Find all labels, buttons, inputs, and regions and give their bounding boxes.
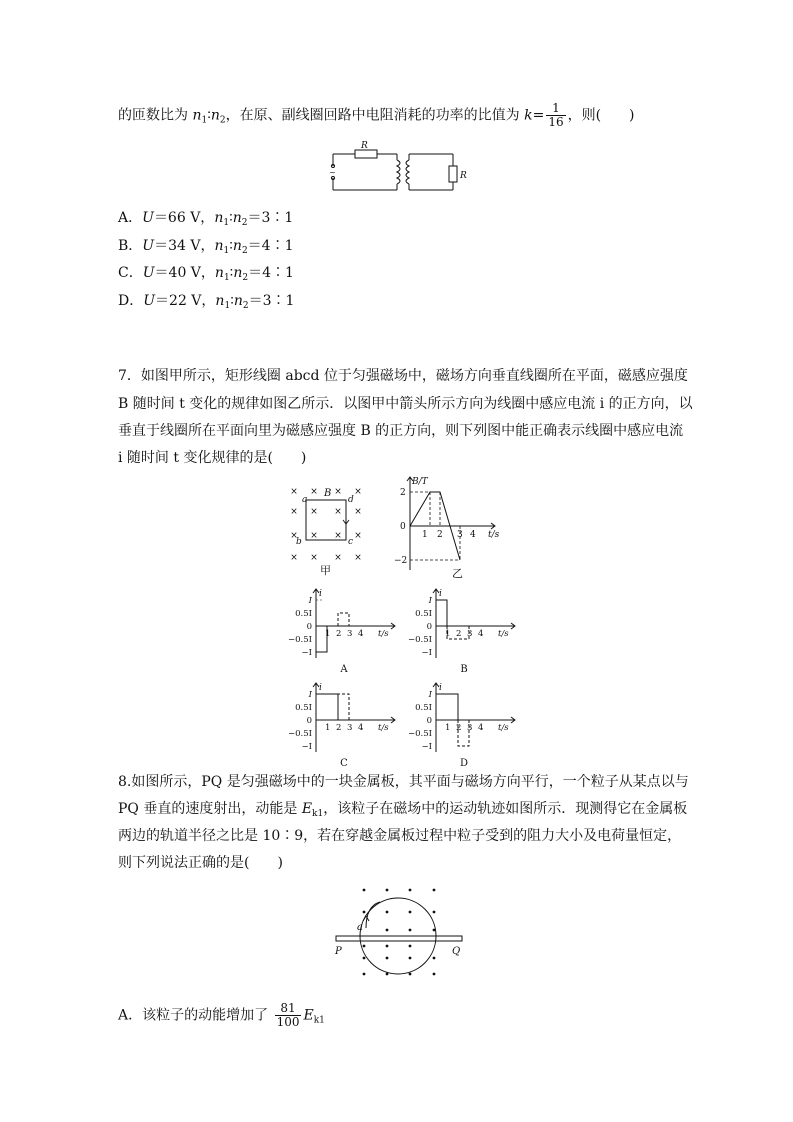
svg-text:3: 3 — [347, 629, 353, 639]
field-dot — [386, 889, 389, 892]
q8-option-a[interactable]: A．该粒子的动能增加了 $\frac{81}{100}$ $E_{k1}$ — [118, 1001, 325, 1029]
svg-text:A: A — [340, 664, 348, 675]
field-cross-mark: × — [310, 553, 318, 563]
field-dot — [409, 889, 412, 892]
svg-text:t/s: t/s — [498, 723, 509, 733]
q7-stem-line2: B 随时间 t 变化的规律如图乙所示．以图甲中箭头所示方向为线圈中感应电流 i 的正方向，以 — [118, 396, 693, 412]
bt-t4: 4 — [470, 530, 476, 540]
svg-text:−0.5I: −0.5I — [408, 729, 432, 739]
field-dot — [409, 957, 412, 960]
bt-y-top: 2 — [400, 488, 406, 498]
i-t-graph-C — [288, 683, 395, 769]
field-dot — [363, 889, 366, 892]
svg-text:−I: −I — [421, 648, 432, 658]
coil-corner-d: d — [348, 495, 354, 505]
svg-text:0: 0 — [306, 716, 312, 726]
field-cross-mark: × — [290, 553, 298, 563]
field-cross-mark: × — [334, 507, 342, 517]
svg-text:3: 3 — [467, 723, 473, 733]
field-dot — [386, 911, 389, 914]
ac-source-symbol: ~ — [329, 168, 336, 177]
field-cross-mark: × — [354, 507, 362, 517]
field-cross-mark: × — [354, 531, 362, 541]
q7-stem-line4: i 随时间 t 变化规律的是( ) — [118, 450, 307, 466]
svg-text:I: I — [428, 596, 432, 606]
field-cross-mark: × — [310, 531, 318, 541]
field-dot — [409, 911, 412, 914]
svg-text:t/s: t/s — [378, 723, 389, 733]
q7-figure-jia — [284, 478, 368, 578]
svg-text:1: 1 — [325, 629, 331, 639]
circuit-r-top-label: R — [361, 141, 368, 151]
bt-t1: 1 — [422, 530, 428, 540]
plate-p-label: P — [335, 946, 342, 957]
q6-stem: 的匝数比为 $n_1∶n_2$，在原、副线圈回路中电阻消耗的功率的比值为 k= $\frac{1}{16}$ ，则( ) — [118, 101, 635, 129]
field-cross-mark: × — [334, 531, 342, 541]
field-cross-mark: × — [354, 553, 362, 563]
svg-text:0.5I: 0.5I — [415, 703, 432, 713]
q7-stem-line1: 7．如图甲所示，矩形线圈 abcd 位于匀强磁场中，磁场方向垂直线圈所在平面，磁感应强度 — [118, 368, 688, 384]
svg-text:i: i — [319, 589, 322, 599]
field-cross-mark: × — [290, 531, 298, 541]
field-dot — [433, 889, 436, 892]
field-dot — [363, 945, 366, 948]
svg-text:0.5I: 0.5I — [295, 703, 312, 713]
svg-text:2: 2 — [336, 629, 342, 639]
svg-text:4: 4 — [358, 723, 364, 733]
q8-figure-metal-plate — [332, 882, 466, 978]
svg-text:−0.5I: −0.5I — [288, 635, 312, 645]
svg-text:I: I — [308, 690, 312, 700]
i-t-graph-A — [288, 589, 395, 675]
svg-text:4: 4 — [358, 629, 364, 639]
field-cross-mark: × — [310, 507, 318, 517]
svg-text:1: 1 — [445, 629, 451, 639]
field-dot — [363, 973, 366, 976]
svg-text:−0.5I: −0.5I — [288, 729, 312, 739]
q6-transformer-circuit — [325, 140, 475, 196]
q7-stem-line3: 垂直于线圈所在平面向里为磁感应强度 B 的正方向，则下列图中能正确表示线圈中感应电流 — [118, 423, 684, 439]
field-dot — [409, 973, 412, 976]
q8-stem-line1: 8.如图所示，PQ 是匀强磁场中的一块金属板，其平面与磁场方向平行，一个粒子从某点以与 — [118, 774, 689, 790]
q8-stem-line2: PQ 垂直的速度射出，动能是 $E_{k1}$，该粒子在磁场中的运动轨迹如图所示．现测得它在金属板 — [118, 801, 688, 819]
svg-text:1: 1 — [325, 723, 331, 733]
field-b-label: B — [324, 488, 332, 499]
field-cross-mark: × — [334, 553, 342, 563]
coil-corner-a: a — [302, 495, 308, 505]
svg-text:2: 2 — [456, 723, 462, 733]
svg-text:i: i — [319, 683, 322, 693]
svg-text:−0.5I: −0.5I — [408, 635, 432, 645]
svg-text:0: 0 — [306, 622, 312, 632]
q8-stem-line4: 则下列说法正确的是( ) — [118, 855, 283, 871]
q6-option-b[interactable]: B．U＝34 V，$n_1∶n_2=4∶1$ — [118, 238, 294, 256]
i-t-graph-B — [408, 589, 515, 675]
bt-t2: 2 — [437, 530, 443, 540]
figure-jia-caption: 甲 — [320, 564, 331, 577]
svg-text:2: 2 — [336, 723, 342, 733]
svg-text:D: D — [459, 758, 469, 769]
svg-text:2: 2 — [456, 629, 462, 639]
svg-text:i: i — [439, 683, 442, 693]
field-dot — [433, 911, 436, 914]
svg-text:I: I — [308, 596, 312, 606]
field-cross-mark: × — [310, 487, 318, 497]
q7-option-graphs — [278, 584, 518, 770]
field-cross-mark: × — [290, 487, 298, 497]
svg-text:0.5I: 0.5I — [415, 609, 432, 619]
field-dot — [386, 929, 389, 932]
svg-text:1: 1 — [445, 723, 451, 733]
field-dot — [433, 957, 436, 960]
svg-text:I: I — [428, 690, 432, 700]
field-dot — [386, 957, 389, 960]
svg-text:C: C — [340, 758, 348, 769]
i-t-graph-D — [408, 683, 515, 769]
field-dot — [409, 929, 412, 932]
svg-text:−I: −I — [421, 742, 432, 752]
q8-stem-line3: 两边的轨道半径之比是 10∶9，若在穿越金属板过程中粒子受到的阻力大小及电荷量恒定， — [118, 828, 682, 844]
svg-text:3: 3 — [347, 723, 353, 733]
field-cross-mark: × — [354, 487, 362, 497]
svg-text:−I: −I — [301, 648, 312, 658]
figure-yi-caption: 乙 — [452, 567, 463, 580]
bt-y-zero: 0 — [400, 522, 406, 532]
field-cross-mark: × — [290, 507, 298, 517]
svg-text:0.5I: 0.5I — [295, 609, 312, 619]
svg-text:B: B — [460, 664, 468, 675]
plate-q-label: Q — [452, 946, 461, 957]
q6-option-d[interactable]: D．U＝22 V，$n_1∶n_2=3∶1$ — [118, 293, 295, 311]
field-cross-mark: × — [334, 487, 342, 497]
field-dot — [409, 945, 412, 948]
q7-figure-yi-bt-graph — [392, 474, 512, 580]
point-a-label: a — [357, 922, 363, 933]
bt-xlabel: t/s — [488, 530, 500, 540]
field-dot — [433, 973, 436, 976]
svg-text:−I: −I — [301, 742, 312, 752]
svg-text:4: 4 — [478, 629, 484, 639]
svg-text:0: 0 — [426, 622, 432, 632]
q6-option-a[interactable]: A．U＝66 V，$n_1∶n_2=3∶1$ — [118, 210, 294, 228]
bt-y-bot: −2 — [394, 556, 408, 566]
svg-text:0: 0 — [426, 716, 432, 726]
field-dot — [386, 945, 389, 948]
bt-ylabel: B/T — [412, 477, 428, 487]
circuit-r-right-label: R — [460, 171, 467, 181]
field-dot — [363, 957, 366, 960]
svg-text:4: 4 — [478, 723, 484, 733]
svg-text:t/s: t/s — [378, 629, 389, 639]
svg-text:t/s: t/s — [498, 629, 509, 639]
coil-corner-c: c — [348, 537, 354, 547]
q6-option-c[interactable]: C．U＝40 V，$n_1∶n_2=4∶1$ — [118, 265, 294, 283]
bt-t3: 3 — [457, 530, 463, 540]
coil-corner-b: b — [296, 537, 302, 547]
svg-text:i: i — [439, 589, 442, 599]
svg-text:3: 3 — [467, 629, 473, 639]
field-dot — [363, 911, 366, 914]
